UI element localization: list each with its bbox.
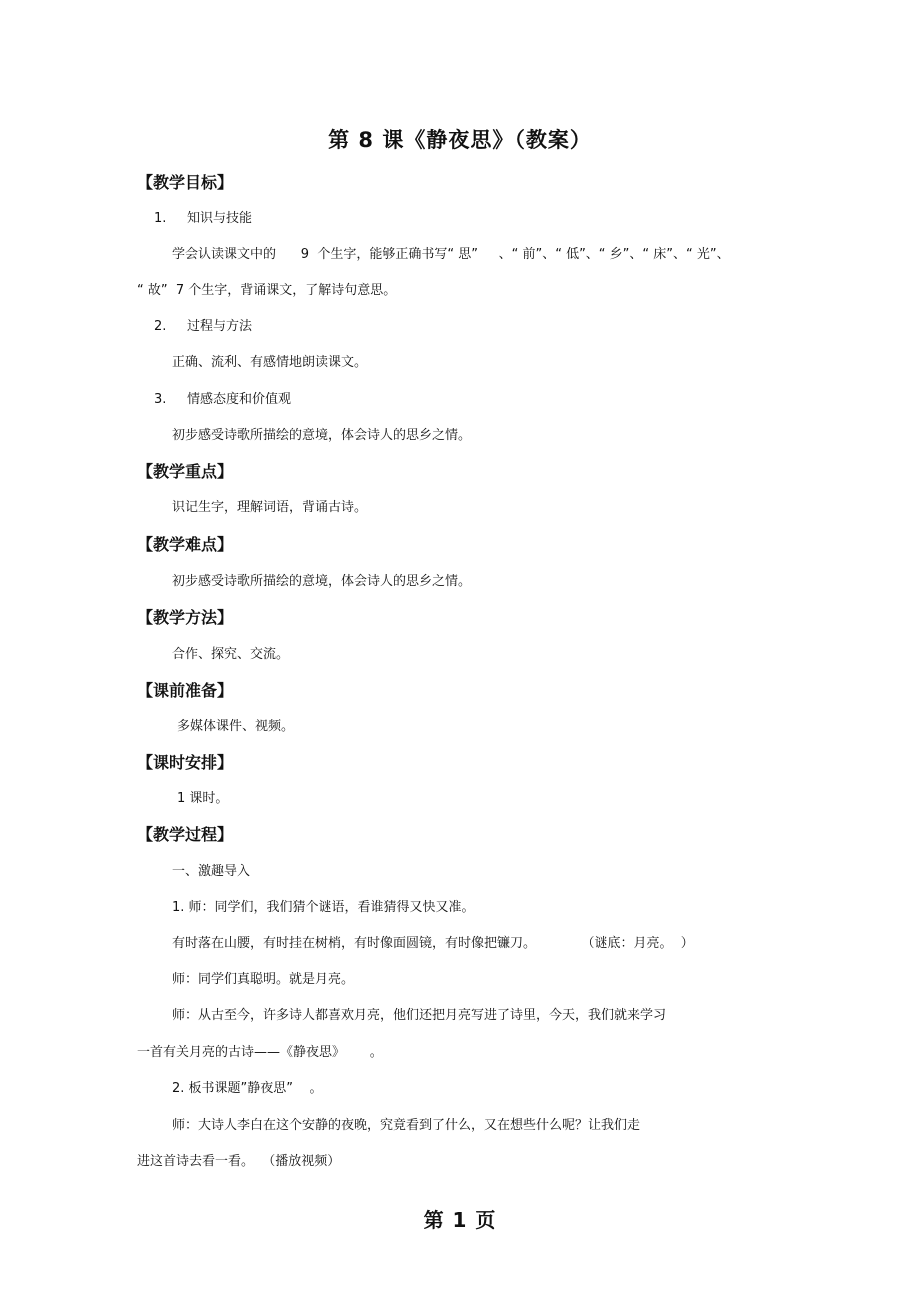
schedule-text: 1 课时。 — [177, 791, 229, 806]
goal-item-1-text: 学会认读课文中的 9 个生字，能够正确书写“ 思” 、“ 前”、“ 低”、“ 乡”、“ 床”、“ 光”、 — [172, 247, 730, 262]
process-paragraph-3: 师：同学们真聪明。就是月亮。 — [172, 972, 355, 987]
goal-item-3 — [154, 388, 291, 407]
goal-item-1-number: 1. — [154, 211, 167, 226]
goal-item-2-label: 过程与方法 — [187, 319, 253, 334]
page-number: 第 1 页 — [423, 1208, 497, 1232]
process-paragraph-2: 有时落在山腰，有时挂在树梢，有时像面圆镜，有时像把镰刀。 （谜底：月亮。 ） — [172, 936, 694, 951]
preparation-text: 多媒体课件、视频。 — [177, 719, 295, 734]
goal-item-2 — [154, 315, 252, 334]
method-heading: 【教学方法】 — [137, 608, 234, 627]
goal-item-3-text: 初步感受诗歌所描绘的意境，体会诗人的思乡之情。 — [172, 428, 472, 443]
goal-item-3-number: 3. — [154, 392, 167, 407]
goal-item-1-text-continued: “ 故” 7 个生字，背诵课文，了解诗句意思。 — [137, 283, 397, 298]
key-points-text: 识记生字，理解词语，背诵古诗。 — [172, 500, 368, 515]
process-paragraph-5: 2. 板书课题”静夜思” 。 — [172, 1081, 323, 1096]
schedule-heading: 【课时安排】 — [137, 753, 234, 772]
preparation-heading: 【课前准备】 — [137, 681, 234, 700]
process-subheading: 一、激趣导入 — [172, 864, 251, 879]
lesson-title: 第 8 课《静夜思》（教案） — [328, 128, 592, 152]
process-heading: 【教学过程】 — [137, 825, 234, 844]
process-paragraph-4: 师：从古至今，许多诗人都喜欢月亮，他们还把月亮写进了诗里，今天，我们就来学习 — [172, 1008, 667, 1023]
method-text: 合作、探究、交流。 — [172, 647, 290, 662]
goal-item-3-label: 情感态度和价值观 — [187, 392, 292, 407]
goal-item-2-text: 正确、流利、有感情地朗读课文。 — [172, 355, 368, 370]
key-points-heading: 【教学重点】 — [137, 462, 234, 481]
difficulty-heading: 【教学难点】 — [137, 535, 234, 554]
goal-item-1-label: 知识与技能 — [187, 211, 253, 226]
goals-heading: 【教学目标】 — [137, 173, 234, 192]
process-paragraph-4-continued: 一首有关月亮的古诗——《静夜思》 。 — [137, 1045, 383, 1060]
goal-item-2-number: 2. — [154, 319, 167, 334]
difficulty-text: 初步感受诗歌所描绘的意境，体会诗人的思乡之情。 — [172, 574, 472, 589]
process-paragraph-6: 师：大诗人李白在这个安静的夜晚，究竟看到了什么，又在想些什么呢？让我们走 — [172, 1118, 641, 1133]
process-paragraph-1: 1. 师：同学们，我们猜个谜语，看谁猜得又快又准。 — [172, 900, 475, 915]
goal-item-1 — [154, 207, 252, 226]
process-paragraph-6-continued: 进这首诗去看一看。 （播放视频） — [137, 1154, 341, 1169]
